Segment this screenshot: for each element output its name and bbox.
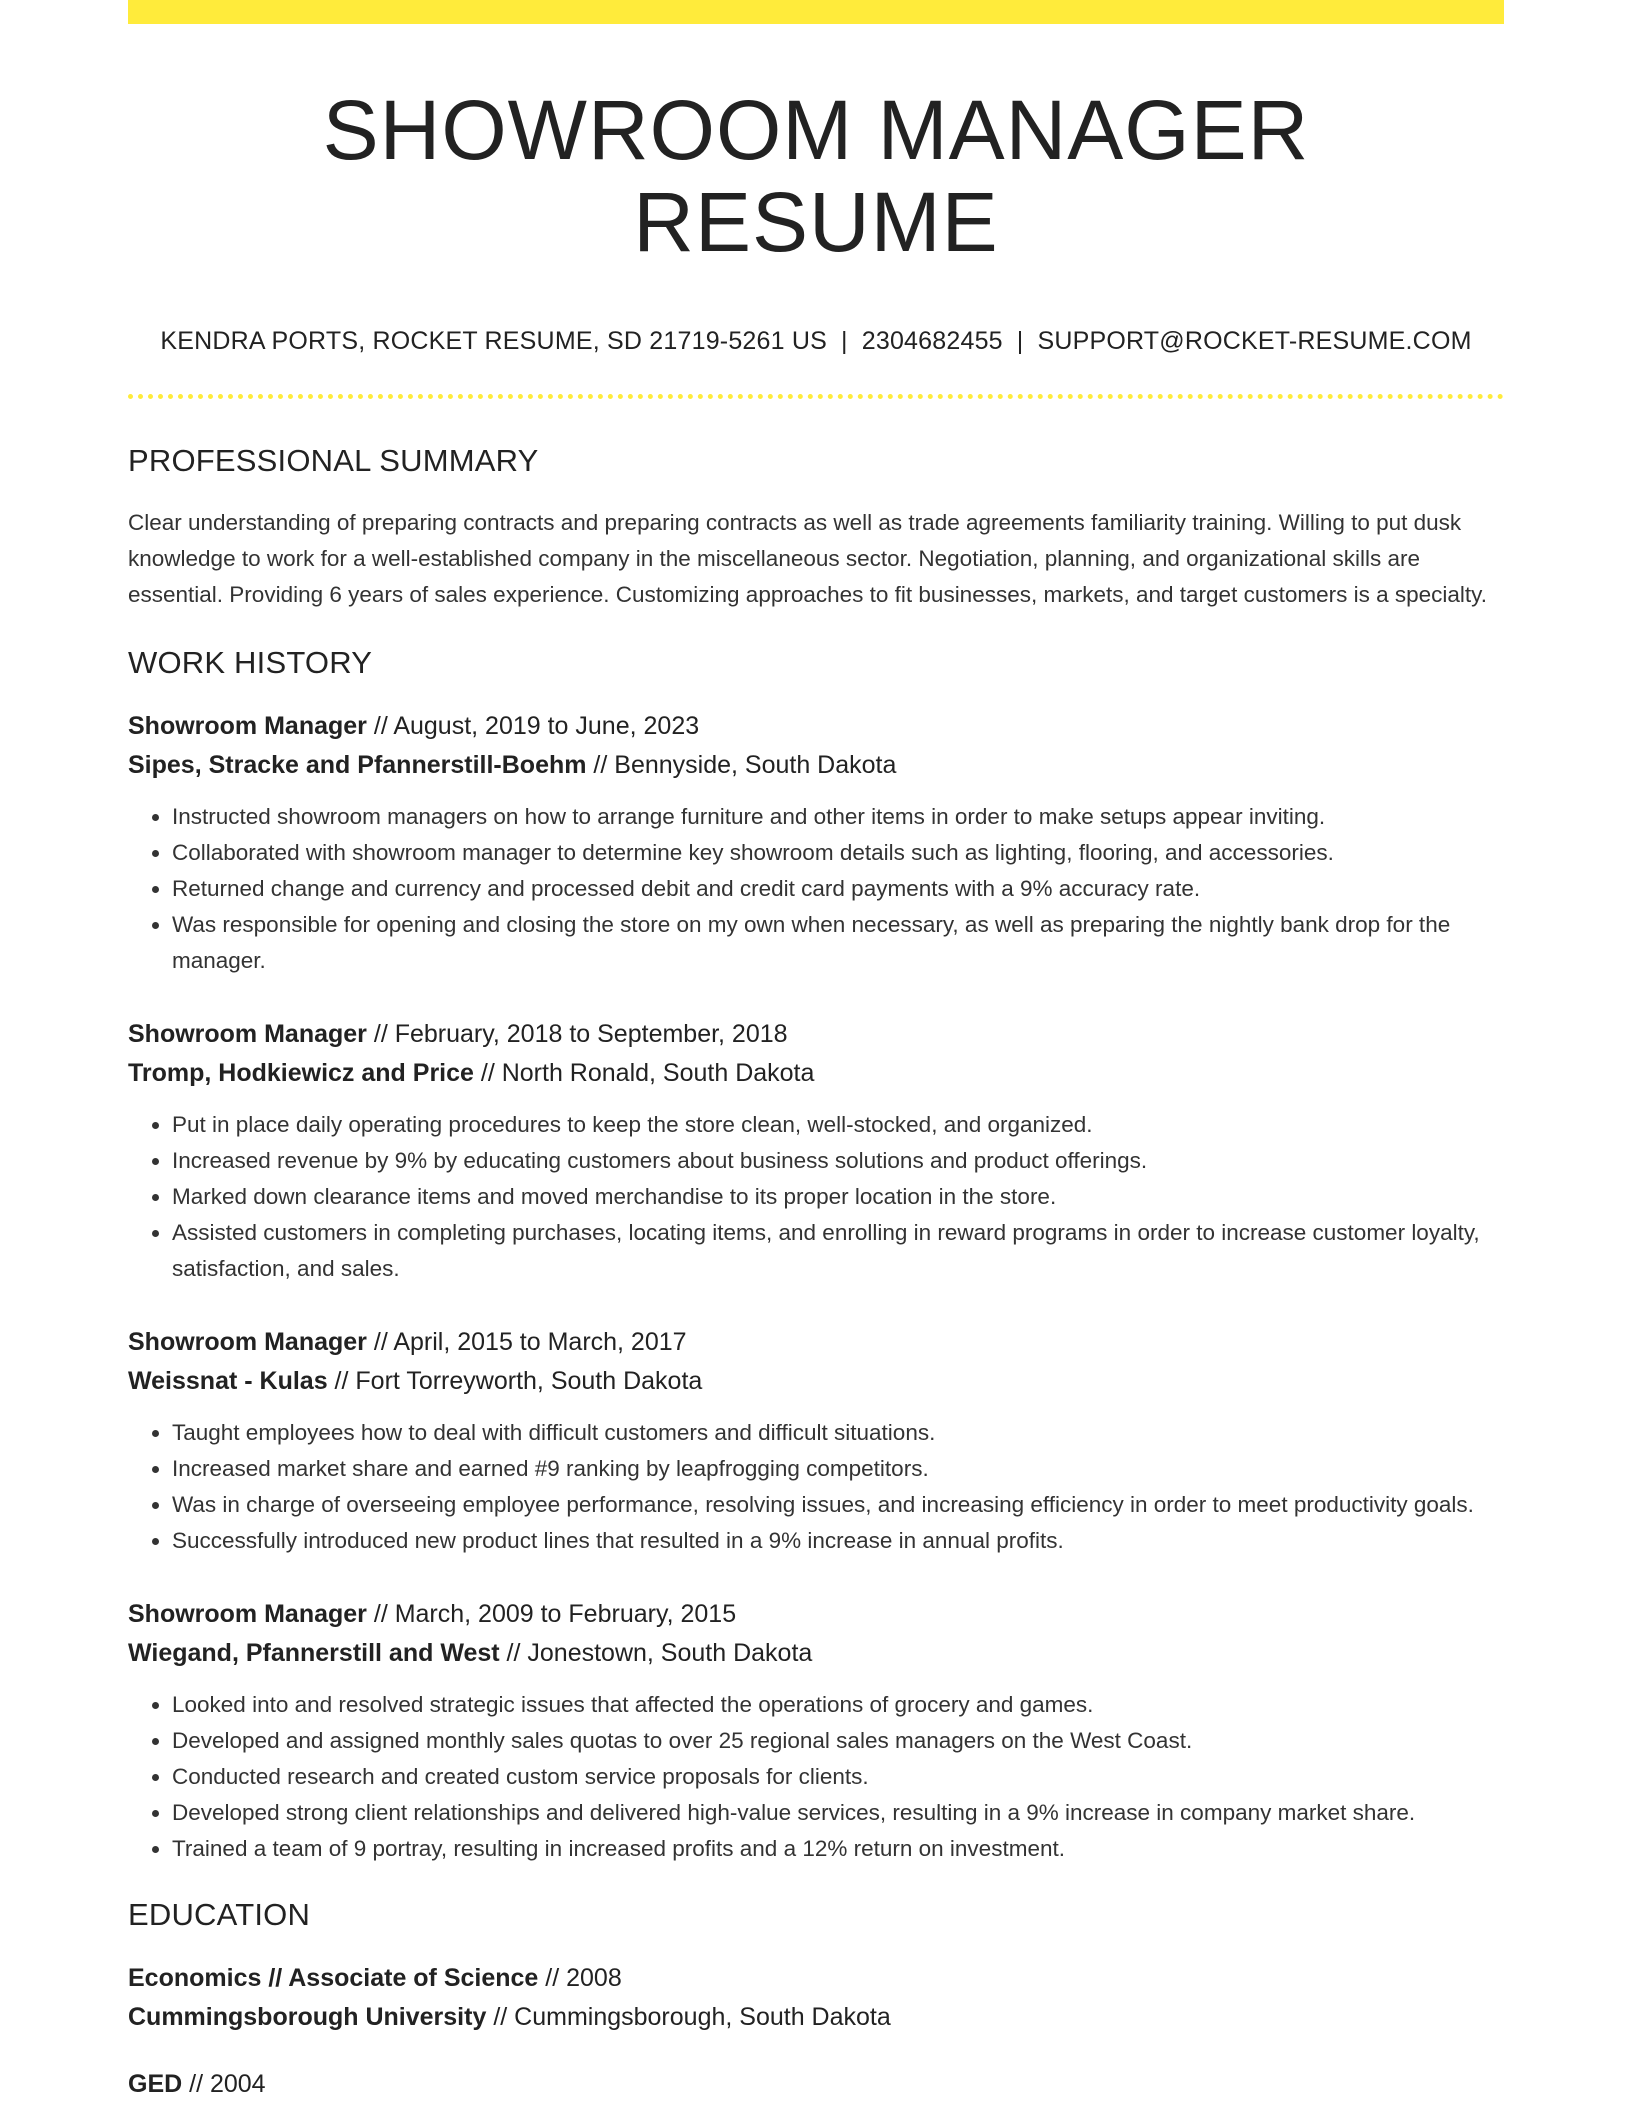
job-bullets [128, 1687, 1504, 1867]
job-bullet: • Developed strong client relationships and delivered high-value services, resulting in a 9% increase in company market share. [172, 1795, 1504, 1831]
job-company-line [128, 1634, 1504, 1673]
education-degree-line [128, 2065, 1504, 2104]
job-bullet: • Was responsible for opening and closing the store on my own when necessary, as well as preparing the nightly bank drop for the manager. [172, 907, 1504, 979]
job-location: // Jonestown, South Dakota [499, 1638, 813, 1667]
job-bullet: • Collaborated with showroom manager to determine key showroom details such as lighting, flooring, and accessories. [172, 835, 1504, 871]
summary-heading: PROFESSIONAL SUMMARY [128, 442, 539, 478]
education-section [128, 1897, 1504, 2104]
education-entry [128, 2065, 1504, 2104]
job-entry [128, 1595, 1504, 1867]
contact-phone: 2304682455 [861, 326, 1003, 355]
job-title: Showroom Manager [128, 1599, 367, 1628]
job-company: Sipes, Stracke and Pfannerstill-Boehm [128, 750, 587, 779]
job-entry [128, 1323, 1504, 1559]
job-entry [128, 707, 1504, 979]
job-company-line [128, 746, 1504, 785]
job-bullet: • Increased market share and earned #9 ranking by leapfrogging competitors. [172, 1451, 1504, 1487]
job-company-line [128, 1054, 1504, 1093]
accent-top-bar [128, 0, 1504, 24]
contact-separator: | [1016, 326, 1024, 355]
education-location: // Cummingsborough, South Dakota [486, 2002, 891, 2031]
education-year: // 2008 [538, 1963, 622, 1992]
job-company: Tromp, Hodkiewicz and Price [128, 1058, 474, 1087]
job-company: Weissnat - Kulas [128, 1366, 328, 1395]
job-title: Showroom Manager [128, 1019, 367, 1048]
job-title-line [128, 707, 1504, 746]
job-company: Wiegand, Pfannerstill and West [128, 1638, 500, 1667]
job-title-line [128, 1015, 1504, 1054]
professional-summary-section [128, 443, 1504, 613]
job-bullet: • Instructed showroom managers on how to arrange furniture and other items in order to make setups appear inviting. [172, 799, 1504, 835]
job-dates: // March, 2009 to February, 2015 [366, 1599, 737, 1628]
education-school: Cummingsborough University [128, 2002, 487, 2031]
summary-text: Clear understanding of preparing contracts and preparing contracts as well as trade agreements familiarity training. Willing to put dusk knowledge to work for a well-established company in the miscellaneous sector. Negotiation, planning, and organizational skills are essential. Providing 6 years of sales experience. Customizing approaches to fit businesses, markets, and target customers is a specialty. [128, 509, 1487, 607]
work-history-section [128, 645, 1504, 1867]
job-bullet: • Taught employees how to deal with difficult customers and difficult situations. [172, 1415, 1504, 1451]
job-bullet: • Developed and assigned monthly sales quotas to over 25 regional sales managers on the West Coast. [172, 1723, 1504, 1759]
job-bullets [128, 1415, 1504, 1559]
education-degree: Economics // Associate of Science [128, 1963, 539, 1992]
education-degree-line [128, 1959, 1504, 1998]
job-bullet: • Increased revenue by 9% by educating customers about business solutions and product offerings. [172, 1143, 1504, 1179]
job-dates: // February, 2018 to September, 2018 [366, 1019, 788, 1048]
job-company-line [128, 1362, 1504, 1401]
job-location: // North Ronald, South Dakota [473, 1058, 815, 1087]
job-title-line [128, 1323, 1504, 1362]
job-bullets [128, 1107, 1504, 1287]
job-location: // Bennyside, South Dakota [586, 750, 897, 779]
job-dates: // August, 2019 to June, 2023 [366, 711, 700, 740]
job-bullet: • Returned change and currency and processed debit and credit card payments with a 9% accuracy rate. [172, 871, 1504, 907]
page-title: SHOWROOM MANAGER RESUME [322, 83, 1310, 270]
contact-line [128, 327, 1504, 356]
job-bullet: • Looked into and resolved strategic issues that affected the operations of grocery and games. [172, 1687, 1504, 1723]
dotted-divider [128, 394, 1504, 399]
work-history-heading: WORK HISTORY [128, 644, 373, 680]
education-degree: GED [128, 2069, 183, 2098]
contact-address: KENDRA PORTS, ROCKET RESUME, SD 21719-5261 US [160, 326, 828, 355]
resume-page [128, 0, 1504, 2104]
education-heading: EDUCATION [128, 1896, 311, 1932]
education-year: // 2004 [182, 2069, 266, 2098]
job-title: Showroom Manager [128, 711, 367, 740]
contact-email: SUPPORT@ROCKET-RESUME.COM [1037, 326, 1472, 355]
job-entry [128, 1015, 1504, 1287]
education-school-line [128, 1998, 1504, 2037]
education-entry [128, 1959, 1504, 2037]
job-bullet: • Trained a team of 9 portray, resulting in increased profits and a 12% return on investment. [172, 1831, 1504, 1867]
job-dates: // April, 2015 to March, 2017 [366, 1327, 687, 1356]
job-bullet: • Conducted research and created custom service proposals for clients. [172, 1759, 1504, 1795]
job-bullet: • Assisted customers in completing purchases, locating items, and enrolling in reward programs in order to increase customer loyalty, satisfaction, and sales. [172, 1215, 1504, 1287]
job-bullet: • Marked down clearance items and moved merchandise to its proper location in the store. [172, 1179, 1504, 1215]
job-bullet: • Was in charge of overseeing employee performance, resolving issues, and increasing efficiency in order to meet productivity goals. [172, 1487, 1504, 1523]
job-bullets [128, 799, 1504, 979]
contact-separator: | [841, 326, 848, 355]
job-bullet: • Successfully introduced new product lines that resulted in a 9% increase in annual profits. [172, 1523, 1504, 1559]
job-bullet: • Put in place daily operating procedures to keep the store clean, well-stocked, and organized. [172, 1107, 1504, 1143]
job-title: Showroom Manager [128, 1327, 367, 1356]
job-location: // Fort Torreyworth, South Dakota [327, 1366, 703, 1395]
job-title-line [128, 1595, 1504, 1634]
